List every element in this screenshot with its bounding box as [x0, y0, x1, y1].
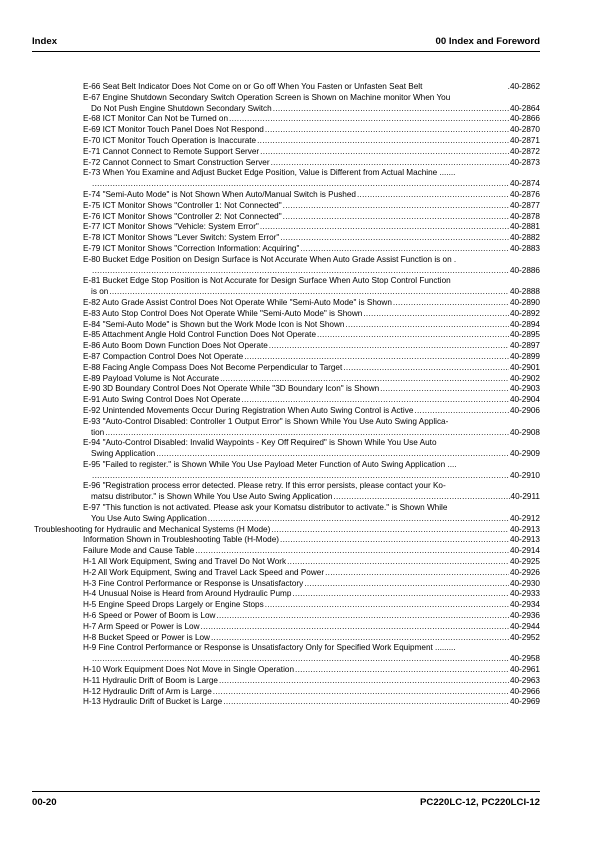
index-entry[interactable]	[32, 158, 540, 169]
header-chapter-title: 00 Index and Foreword	[435, 36, 540, 47]
dot-leader	[414, 406, 509, 417]
entry-title: H-10 Work Equipment Does Not Move in Single Operation	[83, 665, 295, 675]
dot-leader	[292, 589, 509, 600]
index-entry[interactable]	[32, 417, 540, 439]
dot-leader	[265, 600, 509, 611]
entry-title-line: E-94 "Auto-Control Disabled: Invalid Waypoints - Key Off Required" is Shown While You Use Auto	[83, 438, 437, 448]
entry-page-ref[interactable]: 40-2874	[509, 179, 540, 189]
entry-title: E-76 ICT Monitor Shows "Controller 2: Not Connected"	[83, 211, 282, 221]
index-entry[interactable]	[32, 125, 540, 136]
dot-leader	[304, 579, 509, 590]
entry-title: E-85 Attachment Angle Hold Control Function Does Not Operate	[83, 330, 317, 340]
index-entry[interactable]	[32, 687, 540, 698]
entry-page-ref[interactable]: 40-2903	[509, 384, 540, 394]
entry-title-line: E-80 Bucket Edge Position on Design Surface is Not Accurate When Auto Grade Assist Function is on .	[83, 254, 457, 264]
dot-leader	[271, 158, 509, 169]
dot-leader	[195, 546, 509, 557]
entry-title: H-6 Speed or Power of Boom is Low	[83, 611, 216, 621]
index-entry[interactable]	[32, 309, 540, 320]
entry-title: E-79 ICT Monitor Shows "Correction Information: Acquiring"	[83, 243, 300, 253]
dot-leader	[265, 125, 509, 136]
dot-leader	[357, 190, 509, 201]
entry-title: H-4 Unusual Noise is Heard from Around Hydraulic Pump	[83, 589, 292, 599]
entry-title: E-70 ICT Monitor Touch Operation is Inaccurate	[83, 135, 257, 145]
dot-leader	[208, 514, 509, 525]
entry-page-ref[interactable]: 40-2883	[509, 243, 540, 253]
entry-title: H-5 Engine Speed Drops Largely or Engine Stops	[83, 600, 264, 610]
entry-page-ref[interactable]: 40-2926	[509, 567, 540, 577]
entry-title: E-74 "Semi-Auto Mode" is Not Shown When Auto/Manual Switch is Pushed	[83, 189, 356, 199]
entry-title: E-77 ICT Monitor Shows "Vehicle: System Error"	[83, 222, 259, 232]
index-entry[interactable]	[32, 460, 540, 482]
dot-leader	[345, 320, 509, 331]
entry-title-line: E-93 "Auto-Control Disabled: Controller 1 Output Error" is Shown While You Use Auto Swing Applica-	[83, 416, 449, 426]
entry-title: H-1 All Work Equipment, Swing and Travel Do Not Work	[83, 557, 287, 567]
entry-title: E-78 ICT Monitor Shows "Lever Switch: System Error"	[83, 233, 280, 243]
dot-leader	[92, 654, 509, 665]
index-entry[interactable]	[32, 222, 540, 233]
entry-title: tion	[91, 427, 105, 437]
index-entry[interactable]	[32, 114, 540, 125]
dot-leader	[156, 449, 509, 460]
index-entry[interactable]	[32, 201, 540, 212]
index-entry[interactable]	[32, 93, 540, 115]
dot-leader	[220, 374, 509, 385]
dot-leader	[201, 622, 509, 633]
entry-page-ref[interactable]: 40-2958	[509, 654, 540, 664]
entry-title-line: E-73 When You Examine and Adjust Bucket Edge Position, Value is Different from Actual Machine .......	[83, 168, 456, 178]
entry-page-ref[interactable]: 40-2892	[509, 308, 540, 318]
entry-title: You Use Auto Swing Application	[91, 513, 207, 523]
page-header	[32, 36, 540, 50]
entry-title: E-82 Auto Grade Assist Control Does Not Operate While "Semi-Auto Mode" is Shown	[83, 297, 392, 307]
dot-leader	[109, 287, 509, 298]
entry-title: E-92 Unintended Movements Occur During Registration When Auto Swing Control is Active	[83, 405, 414, 415]
entry-page-ref[interactable]: 40-2897	[509, 341, 540, 351]
entry-title-line: E-95 "Failed to register." is Shown While You Use Payload Meter Function of Auto Swing Application ....	[83, 459, 457, 469]
entry-page-ref[interactable]: 40-2914	[509, 546, 540, 556]
entry-page-ref[interactable]: 40-2963	[509, 675, 540, 685]
entry-page-ref[interactable]: 40-2894	[509, 319, 540, 329]
entry-title: H-11 Hydraulic Drift of Boom is Large	[83, 675, 218, 685]
entry-page-ref[interactable]: 40-2910	[509, 470, 540, 480]
entry-title: E-69 ICT Monitor Touch Panel Does Not Respond	[83, 125, 264, 135]
page-footer	[32, 797, 540, 811]
entry-page-ref[interactable]: 40-2882	[509, 233, 540, 243]
dot-leader	[92, 179, 509, 190]
dot-leader	[257, 136, 509, 147]
index-entry[interactable]	[32, 330, 540, 341]
entry-page-ref[interactable]: 40-2895	[509, 330, 540, 340]
index-entry[interactable]	[32, 579, 540, 590]
index-entry[interactable]	[32, 320, 540, 331]
dot-leader	[287, 557, 509, 568]
index-entry[interactable]	[32, 643, 540, 665]
entry-title: H-12 Hydraulic Drift of Arm is Large	[83, 686, 212, 696]
entry-title-line: E-97 "This function is not activated. Please ask your Komatsu distributor to activate." is Shown While	[83, 503, 448, 513]
entry-page-ref[interactable]: 40-2904	[509, 395, 540, 405]
dot-leader	[229, 114, 509, 125]
entry-title: E-89 Payload Volume is Not Accurate	[83, 373, 220, 383]
dot-leader	[295, 665, 509, 676]
entry-page-ref[interactable]: 40-2902	[509, 373, 540, 383]
entry-title: is on	[91, 287, 109, 297]
dot-leader	[271, 525, 509, 536]
dot-leader	[380, 384, 509, 395]
entry-title: H-7 Arm Speed or Power is Low	[83, 621, 200, 631]
index-entry[interactable]	[32, 147, 540, 158]
index-entry[interactable]	[32, 190, 540, 201]
entry-page-ref[interactable]: 40-2886	[509, 265, 540, 275]
entry-page-ref[interactable]: 40-2908	[509, 427, 540, 437]
entry-title: matsu distributor." is Shown While You Use Auto Swing Application	[91, 492, 333, 502]
entry-title-line: H-9 Fine Control Performance or Response is Unsatisfactory Only for Specified Work Equipment .........	[83, 643, 456, 653]
index-entry[interactable]	[32, 233, 540, 244]
entry-title: E-88 Facing Angle Compass Does Not Become Perpendicular to Target	[83, 362, 343, 372]
dot-leader	[280, 535, 509, 546]
entry-title: Failure Mode and Cause Table	[83, 546, 195, 556]
dot-leader	[219, 676, 509, 687]
dot-leader	[260, 147, 509, 158]
index-entry[interactable]	[32, 363, 540, 374]
index-entry[interactable]	[32, 546, 540, 557]
entry-page-ref[interactable]: 40-2866	[509, 114, 540, 124]
entry-page-ref[interactable]: 40-2871	[509, 135, 540, 145]
dot-leader	[283, 212, 509, 223]
index-entry[interactable]	[32, 82, 540, 93]
dot-leader	[216, 611, 509, 622]
entry-page-ref[interactable]: 40-2933	[509, 589, 540, 599]
dot-leader	[280, 233, 509, 244]
dot-leader	[363, 309, 509, 320]
entry-page-ref[interactable]: 40-2934	[509, 600, 540, 610]
dot-leader	[223, 697, 509, 708]
dot-leader	[211, 633, 509, 644]
entry-page-ref[interactable]: 40-2878	[509, 211, 540, 221]
index-entry[interactable]	[32, 568, 540, 579]
entry-title: E-66 Seat Belt Indicator Does Not Come on or Go off When You Fasten or Unfasten Seat Belt	[83, 82, 423, 91]
index-entry[interactable]	[32, 212, 540, 223]
entry-title-line: E-96 "Registration process error detected. Please retry. If this error persists, please contact your Ko-	[83, 481, 446, 491]
entry-title: E-87 Compaction Control Does Not Operate	[83, 351, 244, 361]
entry-page-ref[interactable]: 40-2966	[509, 686, 540, 696]
model-name: PC220LC-12, PC220LCI-12	[420, 797, 540, 808]
entry-title: E-72 Cannot Connect to Smart Construction Server	[83, 157, 270, 167]
header-rule	[32, 51, 540, 52]
entry-title: Information Shown in Troubleshooting Table (H-Mode)	[83, 535, 279, 545]
entry-page-ref[interactable]: 40-2873	[509, 157, 540, 167]
index-entry[interactable]	[32, 600, 540, 611]
entry-title: Troubleshooting for Hydraulic and Mechanical Systems (H Mode)	[34, 524, 271, 534]
index-entry[interactable]	[32, 589, 540, 600]
entry-page-ref[interactable]: 40-2912	[509, 513, 540, 523]
entry-page-ref[interactable]: 40-2881	[509, 222, 540, 232]
entry-page-ref[interactable]: 40-2969	[509, 697, 540, 707]
entry-page-ref[interactable]: 40-2888	[509, 287, 540, 297]
entry-page-ref[interactable]: 40-2913	[509, 535, 540, 545]
entry-page-ref[interactable]: .40-2862	[507, 82, 540, 91]
index-entry[interactable]	[32, 406, 540, 417]
entry-title: E-83 Auto Stop Control Does Not Operate While "Semi-Auto Mode" is Shown	[83, 308, 363, 318]
entry-title: E-68 ICT Monitor Can Not be Turned on	[83, 114, 229, 124]
entry-page-ref[interactable]: 40-2913	[509, 524, 540, 534]
index-entry[interactable]	[32, 525, 540, 536]
entry-title: E-91 Auto Swing Control Does Not Operate	[83, 395, 241, 405]
dot-leader	[325, 568, 509, 579]
index-entry[interactable]	[32, 374, 540, 385]
entry-title: H-13 Hydraulic Drift of Bucket is Large	[83, 697, 223, 707]
index-entry[interactable]	[32, 611, 540, 622]
index-entry[interactable]	[32, 244, 540, 255]
index-list	[32, 82, 540, 708]
index-entry[interactable]	[32, 697, 540, 708]
index-entry[interactable]	[32, 633, 540, 644]
entry-page-ref[interactable]: 40-2876	[509, 189, 540, 199]
index-entry[interactable]	[32, 557, 540, 568]
dot-leader	[300, 244, 509, 255]
index-entry[interactable]	[32, 352, 540, 363]
dot-leader	[92, 471, 509, 482]
entry-title: H-3 Fine Control Performance or Response is Unsatisfactory	[83, 578, 304, 588]
entry-title: E-86 Auto Boom Down Function Does Not Operate	[83, 341, 268, 351]
entry-title: E-75 ICT Monitor Shows "Controller 1: Not Connected"	[83, 200, 282, 210]
entry-title-line: E-67 Engine Shutdown Secondary Switch Operation Screen is Shown on Machine monitor When You	[83, 92, 451, 102]
index-entry[interactable]	[32, 665, 540, 676]
dot-leader	[343, 363, 509, 374]
entry-page-ref[interactable]: 40-2877	[509, 200, 540, 210]
index-entry[interactable]	[32, 341, 540, 352]
entry-page-ref[interactable]: 40-2944	[509, 621, 540, 631]
entry-page-ref[interactable]: 40-2930	[509, 578, 540, 588]
entry-page-ref[interactable]: 40-2952	[509, 632, 540, 642]
index-entry[interactable]	[32, 535, 540, 546]
entry-title-line: E-81 Bucket Edge Stop Position is Not Accurate for Design Surface When Auto Stop Control Function	[83, 276, 451, 286]
index-entry[interactable]	[32, 481, 540, 503]
entry-title: E-84 "Semi-Auto Mode" is Shown but the Work Mode Icon is Not Shown	[83, 319, 345, 329]
index-entry[interactable]	[32, 384, 540, 395]
entry-page-ref[interactable]: 40-2909	[509, 449, 540, 459]
entry-title: H-8 Bucket Speed or Power is Low	[83, 632, 210, 642]
dot-leader	[260, 222, 509, 233]
dot-leader	[269, 341, 509, 352]
page-number: 00-20	[32, 797, 57, 808]
dot-leader	[244, 352, 509, 363]
entry-page-ref[interactable]: 40-2872	[509, 146, 540, 156]
entry-page-ref[interactable]: 40-2936	[509, 611, 540, 621]
index-entry[interactable]	[32, 276, 540, 298]
dot-leader	[273, 104, 509, 115]
entry-page-ref[interactable]: 40-2961	[509, 665, 540, 675]
entry-title: E-90 3D Boundary Control Does Not Operate While "3D Boundary Icon" is Shown	[83, 384, 380, 394]
entry-page-ref[interactable]: 40-2864	[509, 103, 540, 113]
index-entry[interactable]	[32, 255, 540, 277]
entry-title: H-2 All Work Equipment, Swing and Travel Lack Speed and Power	[83, 567, 325, 577]
dot-leader	[105, 428, 509, 439]
entry-page-ref[interactable]: 40-2890	[509, 297, 540, 307]
index-entry[interactable]	[32, 298, 540, 309]
dot-leader	[241, 395, 508, 406]
dot-leader	[283, 201, 509, 212]
index-entry[interactable]	[32, 676, 540, 687]
entry-page-ref[interactable]: 40-2899	[509, 351, 540, 361]
index-entry[interactable]	[32, 136, 540, 147]
entry-page-ref[interactable]: 40-2901	[509, 362, 540, 372]
index-entry[interactable]	[32, 622, 540, 633]
entry-page-ref[interactable]: 40-2870	[509, 125, 540, 135]
dot-leader	[393, 298, 509, 309]
entry-title: Do Not Push Engine Shutdown Secondary Switch	[91, 103, 272, 113]
header-section-title: Index	[32, 36, 58, 47]
dot-leader	[213, 687, 509, 698]
index-entry[interactable]	[32, 438, 540, 460]
index-entry[interactable]	[32, 168, 540, 190]
entry-title: E-71 Cannot Connect to Remote Support Server	[83, 146, 260, 156]
index-entry[interactable]	[32, 503, 540, 525]
footer-rule	[32, 791, 540, 792]
dot-leader	[92, 266, 509, 277]
index-entry[interactable]	[32, 395, 540, 406]
entry-page-ref[interactable]: 40-2911	[510, 492, 540, 502]
entry-page-ref[interactable]: 40-2925	[509, 557, 540, 567]
dot-leader	[317, 330, 509, 341]
dot-leader	[333, 492, 509, 503]
entry-title: Swing Application	[91, 449, 156, 459]
entry-page-ref[interactable]: 40-2906	[509, 405, 540, 415]
